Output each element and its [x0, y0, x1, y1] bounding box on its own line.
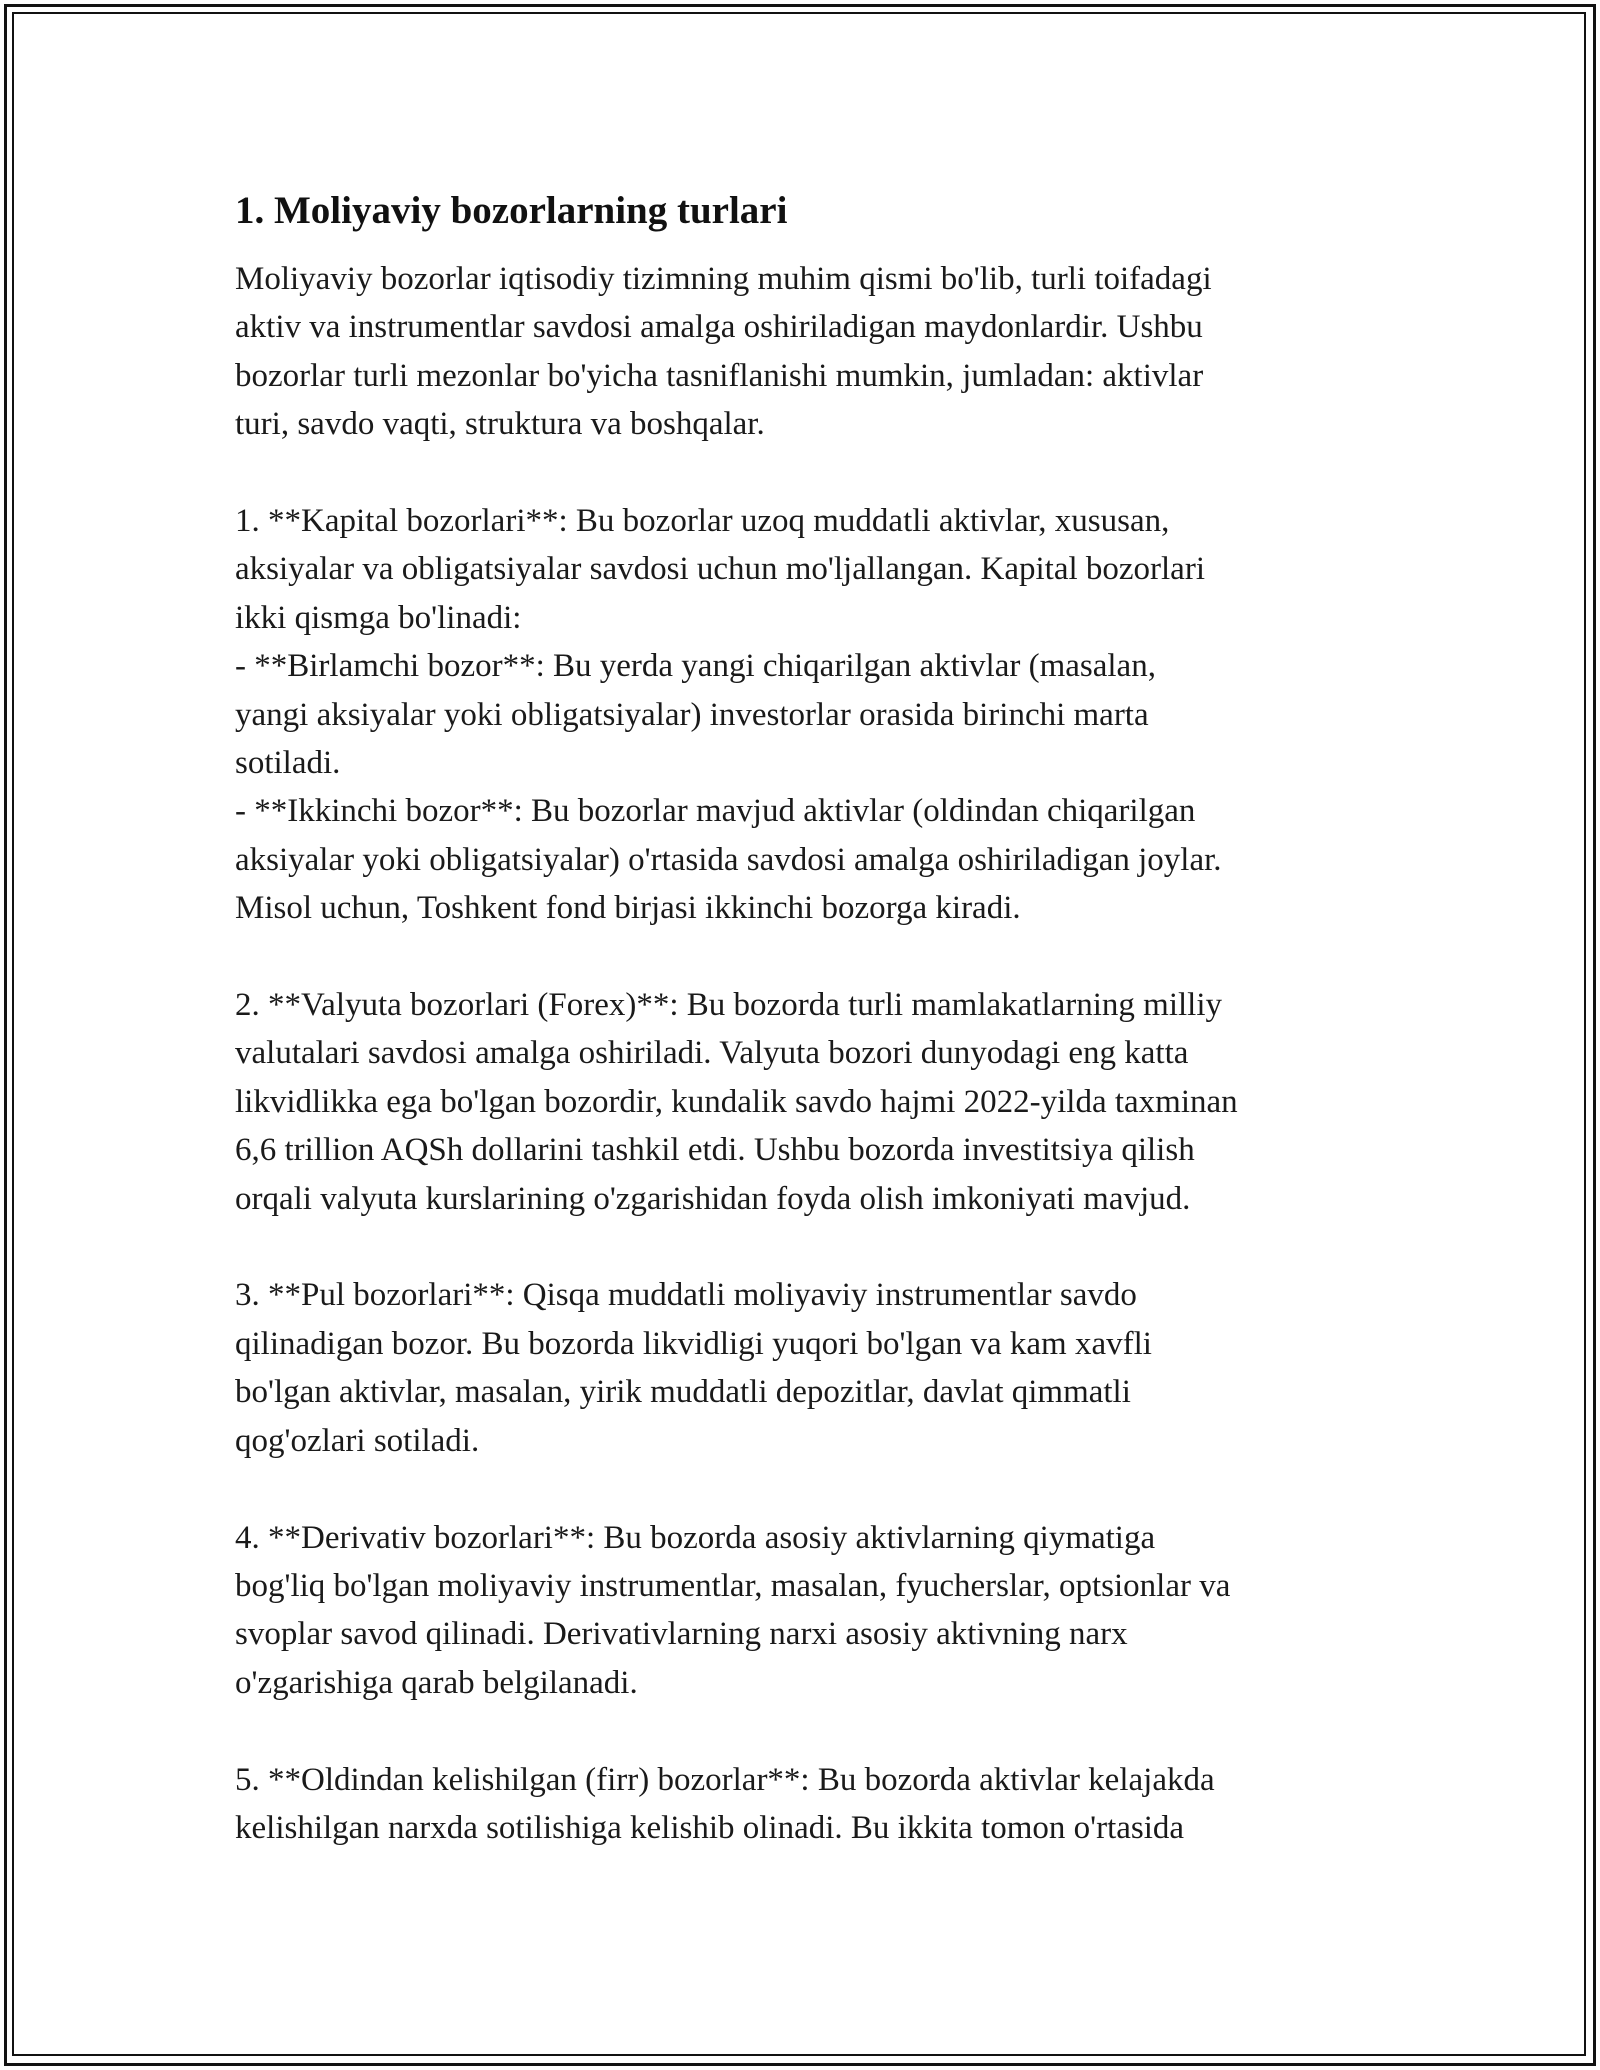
section-capital-markets: 1. **Kapital bozorlari**: Bu bozorlar uzoq muddatli aktivlar, xususan, aksiyalar va obligatsiyalar savdosi uchun mo'ljallangan. Kapital bozorlari ikki qismga bo'linadi: - **Birlamchi bozor**: Bu yerda yangi chiqarilgan aktivlar (masalan, yangi aksiyalar yoki obligatsiyalar) investorlar orasida birinchi marta sotiladi. - **Ikkinchi bozor**: Bu bozorlar mavjud aktivlar (oldindan chiqarilgan aksiyalar yoki obligatsiyalar) o'rtasida savdosi amalga oshiriladigan joylar. Misol uchun, Toshkent fond birjasi ikkinchi bozorga kiradi.	[235, 503, 1222, 927]
section-currency-markets: 2. **Valyuta bozorlari (Forex)**: Bu bozorda turli mamlakatlarning milliy valutalari savdosi amalga oshiriladi. Valyuta bozori dunyodagi eng katta likvidlikka ega bo'lgan bozordir, kundalik savdo hajmi 2022-yilda taxminan 6,6 trillion AQSh dollarini tashkil etdi. Ushbu bozorda investitsiya qilish orqali valyuta kurslarining o'zgarishidan foyda olish imkoniyati mavjud.	[235, 987, 1238, 1217]
document-page	[235, 185, 1365, 1852]
paragraph-spacer	[235, 449, 1365, 497]
paragraph-spacer	[235, 1707, 1365, 1755]
paragraph-spacer	[235, 1465, 1365, 1513]
section-money-markets: 3. **Pul bozorlari**: Qisqa muddatli moliyaviy instrumentlar savdo qilinadigan bozor. Bu bozorda likvidligi yuqori bo'lgan va kam xavfli bo'lgan aktivlar, masalan, yirik muddatli depozitlar, davlat qimmatli qog'ozlari sotiladi.	[235, 1277, 1152, 1459]
intro-paragraph: Moliyaviy bozorlar iqtisodiy tizimning muhim qismi bo'lib, turli toifadagi aktiv va instrumentlar savdosi amalga oshiriladigan maydonlardir. Ushbu bozorlar turli mezonlar bo'yicha tasniflanishi mumkin, jumladan: aktivlar turi, savdo vaqti, struktura va boshqalar.	[235, 261, 1212, 443]
document-title: 1. Moliyaviy bozorlarning turlari	[235, 189, 788, 232]
section-derivative-markets: 4. **Derivativ bozorlari**: Bu bozorda asosiy aktivlarning qiymatiga bog'liq bo'lgan moliyaviy instrumentlar, masalan, fyucherslar, optsionlar va svoplar savod qilinadi. Derivativlarning narxi asosiy aktivning narx o'zgarishiga qarab belgilanadi.	[235, 1519, 1231, 1701]
paragraph-spacer	[235, 933, 1365, 981]
paragraph-spacer	[235, 1223, 1365, 1271]
section-forward-markets: 5. **Oldindan kelishilgan (firr) bozorlar**: Bu bozorda aktivlar kelajakda kelishilgan narxda sotilishiga kelishib olinadi. Bu ikkita tomon o'rtasida	[235, 1761, 1215, 1846]
